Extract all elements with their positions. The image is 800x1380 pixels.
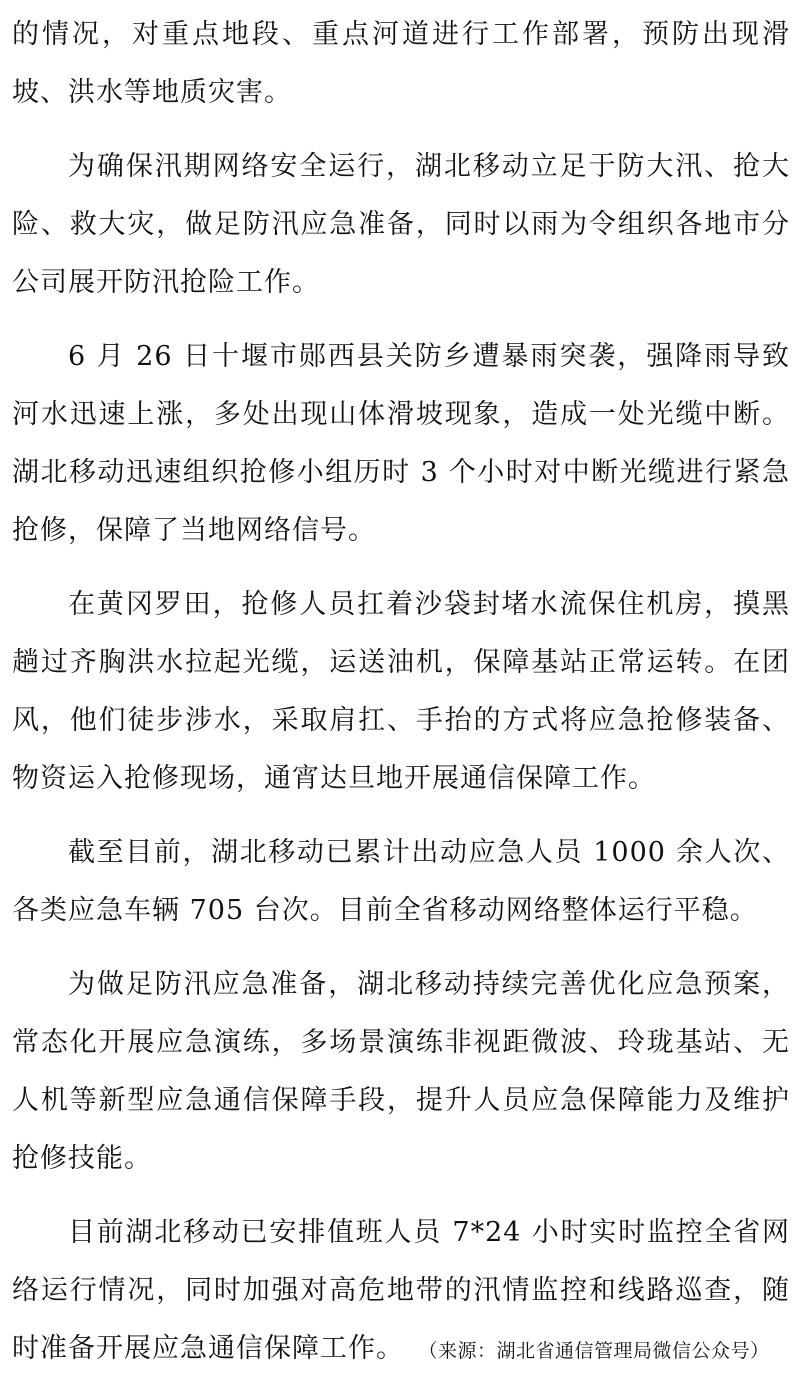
paragraph-1: 的情况，对重点地段、重点河道进行工作部署，预防出现滑坡、洪水等地质灾害。: [12, 19, 790, 108]
paragraph-6: 为做足防汛应急准备，湖北移动持续完善优化应急预案，常态化开展应急演练，多场景演练非视距微波、玲珑基站、无人机等新型应急通信保障手段，提升人员应急保障能力及维护抢修技能。: [12, 969, 790, 1174]
paragraph-7-text: 目前湖北移动已安排值班人员 7*24 小时实时监控全省网络运行情况，同时加强对高危地带的汛情监控和线路巡查，随时准备开展应急通信保障工作。: [12, 1217, 790, 1364]
paragraph-2: 为确保汛期网络安全运行，湖北移动立足于防大汛、抢大险、救大灾，做足防汛应急准备，同时以雨为令组织各地市分公司展开防汛抢险工作。: [12, 151, 790, 298]
source-credit: （来源：湖北省通信管理局微信公众号）: [428, 1340, 770, 1362]
paragraph-7: [12, 1204, 790, 1380]
paragraph-3: 6 月 26 日十堰市郧西县关防乡遭暴雨突袭，强降雨导致河水迅速上涨，多处出现山体滑坡现象，造成一处光缆中断。湖北移动迅速组织抢修小组历时 3 个小时对中断光缆进行紧急抢修，保障了当地网络信号。: [12, 341, 790, 546]
paragraph-4: 在黄冈罗田，抢修人员扛着沙袋封堵水流保住机房，摸黑趟过齐胸洪水拉起光缆，运送油机，保障基站正常运转。在团风，他们徒步涉水，采取肩扛、手抬的方式将应急抢修装备、物资运入抢修现场，通宵达旦地开展通信保障工作。: [12, 589, 790, 794]
paragraph-5: 截至目前，湖北移动已累计出动应急人员 1000 余人次、各类应急车辆 705 台次。目前全省移动网络整体运行平稳。: [12, 837, 790, 926]
